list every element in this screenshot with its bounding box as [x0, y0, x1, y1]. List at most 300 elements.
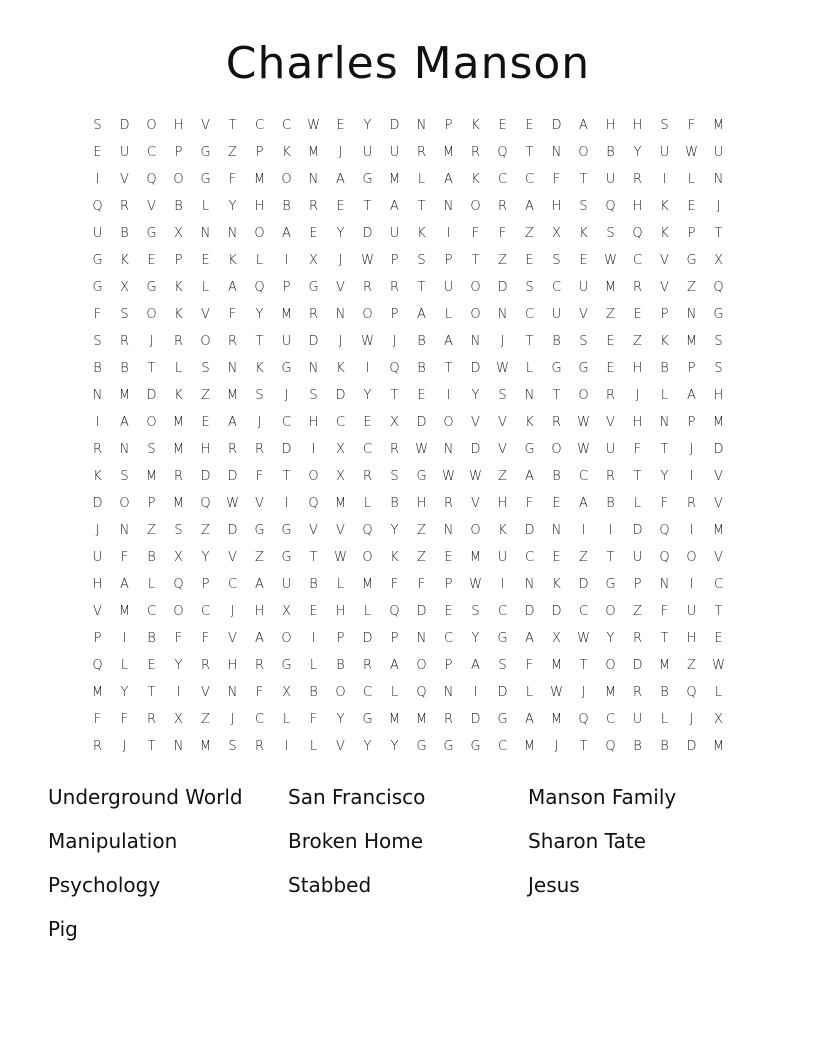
grid-letter: X	[174, 712, 183, 727]
grid-letter: B	[552, 469, 561, 484]
grid-letter: K	[390, 550, 399, 565]
grid-letter: C	[281, 415, 292, 430]
grid-letter: F	[687, 118, 696, 133]
grid-letter: P	[390, 307, 399, 322]
grid-letter: T	[417, 199, 426, 214]
grid-letter: U	[281, 334, 292, 349]
grid-letter: E	[552, 550, 561, 565]
grid-letter: G	[92, 253, 103, 268]
grid-letter: O	[173, 604, 184, 619]
grid-letter: B	[390, 496, 399, 511]
grid-letter: L	[660, 388, 669, 403]
grid-letter: I	[176, 685, 181, 700]
grid-letter: L	[444, 307, 453, 322]
grid-letter: L	[309, 658, 318, 673]
grid-letter: D	[470, 361, 481, 376]
word-list-item: San Francisco	[288, 785, 426, 809]
grid-letter: P	[444, 577, 453, 592]
grid-letter: Z	[201, 712, 210, 727]
grid-letter: R	[254, 442, 265, 457]
grid-letter: Y	[660, 469, 669, 484]
grid-letter: B	[120, 361, 129, 376]
grid-letter: P	[336, 631, 345, 646]
grid-letter: H	[308, 415, 319, 430]
grid-letter: X	[714, 712, 723, 727]
grid-letter: B	[417, 334, 426, 349]
grid-letter: O	[551, 442, 562, 457]
grid-letter: C	[443, 631, 454, 646]
grid-letter: H	[605, 118, 616, 133]
grid-letter: D	[686, 739, 697, 754]
grid-letter: I	[122, 631, 127, 646]
grid-letter: H	[254, 199, 265, 214]
grid-letter: M	[91, 685, 104, 700]
grid-letter: H	[416, 496, 427, 511]
grid-letter: K	[660, 199, 669, 214]
grid-letter: M	[280, 307, 293, 322]
grid-letter: S	[579, 199, 588, 214]
grid-letter: R	[632, 631, 643, 646]
grid-letter: G	[686, 253, 697, 268]
grid-letter: F	[255, 469, 264, 484]
grid-letter: J	[95, 523, 100, 538]
grid-letter: K	[174, 388, 183, 403]
grid-letter: R	[497, 199, 508, 214]
grid-letter: W	[685, 145, 698, 160]
grid-letter: V	[201, 307, 210, 322]
grid-letter: S	[309, 388, 318, 403]
grid-letter: G	[605, 577, 616, 592]
grid-letter: S	[714, 361, 723, 376]
grid-letter: T	[579, 172, 588, 187]
grid-letter: U	[389, 145, 400, 160]
grid-letter: S	[390, 469, 399, 484]
grid-letter: D	[497, 280, 508, 295]
grid-letter: K	[498, 523, 507, 538]
grid-letter: P	[444, 118, 453, 133]
grid-letter: N	[443, 442, 454, 457]
grid-letter: N	[173, 739, 184, 754]
grid-letter: C	[524, 172, 535, 187]
grid-letter: A	[579, 496, 588, 511]
grid-letter: W	[334, 550, 347, 565]
grid-letter: C	[254, 712, 265, 727]
grid-letter: R	[227, 442, 238, 457]
grid-letter: V	[309, 523, 318, 538]
grid-letter: V	[120, 172, 129, 187]
grid-letter: S	[228, 739, 237, 754]
grid-letter: J	[257, 415, 262, 430]
grid-letter: F	[525, 658, 534, 673]
grid-letter: M	[469, 550, 482, 565]
grid-letter: T	[282, 469, 291, 484]
grid-letter: J	[581, 685, 586, 700]
grid-letter: Q	[578, 712, 589, 727]
grid-letter: M	[415, 712, 428, 727]
grid-letter: T	[660, 631, 669, 646]
grid-letter: F	[660, 496, 669, 511]
grid-letter: M	[712, 415, 725, 430]
grid-letter: D	[308, 334, 319, 349]
grid-letter: C	[524, 307, 535, 322]
grid-letter: F	[633, 442, 642, 457]
grid-letter: P	[444, 253, 453, 268]
grid-letter: H	[335, 604, 346, 619]
grid-letter: A	[390, 658, 399, 673]
grid-letter: B	[120, 226, 129, 241]
grid-letter: Q	[389, 361, 400, 376]
grid-letter: S	[498, 388, 507, 403]
grid-letter: E	[309, 604, 318, 619]
grid-letter: W	[496, 361, 509, 376]
grid-letter: O	[470, 523, 481, 538]
grid-letter: M	[172, 415, 185, 430]
grid-letter: B	[93, 361, 102, 376]
grid-letter: C	[146, 604, 157, 619]
grid-letter: J	[149, 334, 154, 349]
grid-letter: P	[201, 577, 210, 592]
grid-letter: R	[605, 388, 616, 403]
grid-letter: G	[254, 523, 265, 538]
grid-letter: Q	[686, 685, 697, 700]
grid-letter: G	[362, 172, 373, 187]
grid-letter: L	[525, 361, 534, 376]
word-list	[48, 780, 768, 956]
grid-letter: O	[605, 658, 616, 673]
grid-letter: F	[93, 307, 102, 322]
grid-letter: R	[389, 442, 400, 457]
grid-letter: V	[336, 280, 345, 295]
grid-letter: N	[659, 415, 670, 430]
grid-letter: S	[255, 388, 264, 403]
grid-letter: Z	[687, 658, 696, 673]
grid-letter: Z	[633, 334, 642, 349]
grid-letter: L	[660, 712, 669, 727]
grid-letter: O	[146, 415, 157, 430]
grid-letter: I	[473, 685, 478, 700]
grid-letter: D	[389, 118, 400, 133]
grid-letter: C	[335, 415, 346, 430]
grid-letter: G	[713, 307, 724, 322]
grid-letter: F	[417, 577, 426, 592]
grid-letter: R	[362, 280, 373, 295]
grid-letter: I	[662, 172, 667, 187]
grid-letter: D	[524, 523, 535, 538]
grid-letter: A	[120, 577, 129, 592]
grid-letter: V	[228, 550, 237, 565]
grid-letter: I	[365, 361, 370, 376]
grid-letter: E	[417, 388, 426, 403]
grid-letter: Z	[201, 523, 210, 538]
grid-letter: G	[92, 280, 103, 295]
grid-letter: H	[632, 118, 643, 133]
grid-letter: Z	[228, 145, 237, 160]
grid-letter: D	[227, 523, 238, 538]
grid-letter: Y	[471, 631, 480, 646]
grid-letter: G	[281, 523, 292, 538]
grid-letter: M	[199, 739, 212, 754]
grid-letter: G	[416, 469, 427, 484]
grid-letter: I	[500, 577, 505, 592]
grid-letter: K	[417, 226, 426, 241]
grid-letter: O	[605, 604, 616, 619]
grid-letter: X	[552, 631, 561, 646]
grid-letter: K	[120, 253, 129, 268]
grid-letter: P	[444, 658, 453, 673]
grid-letter: D	[416, 604, 427, 619]
grid-letter: P	[255, 145, 264, 160]
grid-letter: O	[146, 307, 157, 322]
grid-letter: Z	[147, 523, 156, 538]
grid-letter: O	[470, 280, 481, 295]
grid-letter: J	[230, 604, 235, 619]
grid-letter: H	[632, 199, 643, 214]
grid-letter: Y	[363, 739, 372, 754]
grid-letter: U	[92, 226, 103, 241]
grid-letter: P	[633, 577, 642, 592]
grid-letter: R	[227, 334, 238, 349]
grid-letter: K	[282, 145, 291, 160]
grid-letter: R	[470, 145, 481, 160]
grid-letter: W	[469, 577, 482, 592]
grid-letter: X	[714, 253, 723, 268]
grid-letter: V	[498, 442, 507, 457]
grid-letter: L	[363, 604, 372, 619]
grid-letter: N	[119, 442, 130, 457]
grid-letter: Q	[497, 145, 508, 160]
grid-letter: R	[92, 739, 103, 754]
grid-letter: R	[119, 334, 130, 349]
grid-letter: U	[281, 577, 292, 592]
grid-letter: A	[255, 577, 264, 592]
grid-letter: S	[498, 658, 507, 673]
grid-letter: E	[309, 226, 318, 241]
grid-letter: O	[254, 226, 265, 241]
grid-letter: P	[390, 253, 399, 268]
grid-letter: I	[311, 631, 316, 646]
grid-letter: S	[714, 334, 723, 349]
grid-letter: N	[227, 226, 238, 241]
grid-letter: A	[525, 469, 534, 484]
grid-letter: O	[119, 496, 130, 511]
grid-letter: G	[281, 361, 292, 376]
grid-letter: P	[687, 361, 696, 376]
grid-letter: F	[93, 712, 102, 727]
grid-letter: F	[201, 631, 210, 646]
grid-letter: C	[497, 739, 508, 754]
grid-letter: Z	[498, 253, 507, 268]
grid-letter: O	[578, 388, 589, 403]
grid-letter: C	[713, 577, 724, 592]
grid-letter: K	[336, 361, 345, 376]
grid-letter: N	[659, 577, 670, 592]
grid-letter: M	[145, 469, 158, 484]
grid-letter: I	[446, 226, 451, 241]
grid-letter: X	[282, 604, 291, 619]
grid-letter: V	[660, 253, 669, 268]
grid-letter: F	[174, 631, 183, 646]
grid-letter: G	[551, 361, 562, 376]
grid-letter: E	[525, 118, 534, 133]
grid-letter: E	[147, 253, 156, 268]
grid-letter: D	[92, 496, 103, 511]
grid-letter: T	[417, 280, 426, 295]
grid-letter: C	[632, 253, 643, 268]
grid-letter: J	[338, 253, 343, 268]
grid-letter: F	[120, 712, 129, 727]
grid-letter: C	[497, 604, 508, 619]
grid-letter: M	[523, 739, 536, 754]
grid-letter: U	[497, 550, 508, 565]
grid-letter: J	[689, 442, 694, 457]
grid-letter: H	[713, 388, 724, 403]
grid-letter: H	[173, 118, 184, 133]
grid-letter: B	[174, 199, 183, 214]
grid-letter: W	[550, 685, 563, 700]
grid-letter: D	[335, 388, 346, 403]
grid-letter: D	[551, 604, 562, 619]
grid-letter: N	[443, 523, 454, 538]
grid-letter: F	[498, 226, 507, 241]
grid-letter: E	[363, 415, 372, 430]
grid-letter: Q	[416, 685, 427, 700]
grid-letter: D	[362, 631, 373, 646]
grid-letter: U	[632, 550, 643, 565]
grid-letter: P	[93, 631, 102, 646]
grid-letter: G	[362, 712, 373, 727]
grid-letter: B	[552, 334, 561, 349]
grid-letter: Z	[525, 226, 534, 241]
grid-letter: N	[416, 118, 427, 133]
grid-letter: A	[687, 388, 696, 403]
grid-letter: Y	[228, 199, 237, 214]
grid-letter: L	[282, 712, 291, 727]
grid-letter: E	[444, 550, 453, 565]
grid-letter: X	[174, 550, 183, 565]
grid-letter: M	[388, 712, 401, 727]
grid-letter: H	[92, 577, 103, 592]
grid-letter: Y	[363, 118, 372, 133]
grid-letter: Z	[417, 550, 426, 565]
grid-letter: V	[147, 199, 156, 214]
grid-letter: R	[254, 658, 265, 673]
grid-letter: N	[551, 145, 562, 160]
grid-letter: A	[471, 658, 480, 673]
grid-letter: T	[228, 118, 237, 133]
grid-letter: L	[336, 577, 345, 592]
grid-letter: O	[416, 658, 427, 673]
grid-letter: M	[712, 739, 725, 754]
grid-letter: Z	[579, 550, 588, 565]
grid-letter: X	[282, 685, 291, 700]
grid-letter: B	[309, 577, 318, 592]
grid-letter: N	[443, 685, 454, 700]
grid-letter: V	[714, 469, 723, 484]
grid-letter: D	[632, 658, 643, 673]
grid-letter: R	[308, 199, 319, 214]
grid-letter: O	[578, 145, 589, 160]
grid-letter: K	[471, 172, 480, 187]
grid-letter: D	[416, 415, 427, 430]
grid-letter: W	[361, 253, 374, 268]
grid-letter: W	[361, 334, 374, 349]
grid-letter: U	[443, 280, 454, 295]
grid-letter: R	[389, 280, 400, 295]
grid-letter: D	[470, 712, 481, 727]
grid-letter: L	[525, 685, 534, 700]
grid-letter: G	[200, 145, 211, 160]
grid-letter: K	[660, 226, 669, 241]
grid-letter: Z	[255, 550, 264, 565]
grid-letter: T	[714, 604, 723, 619]
grid-letter: Y	[174, 658, 183, 673]
grid-letter: G	[146, 226, 157, 241]
grid-letter: U	[389, 226, 400, 241]
grid-letter: M	[388, 172, 401, 187]
grid-letter: T	[525, 334, 534, 349]
grid-letter: A	[228, 280, 237, 295]
grid-letter: L	[309, 739, 318, 754]
grid-letter: D	[578, 577, 589, 592]
grid-letter: R	[632, 172, 643, 187]
grid-letter: V	[606, 415, 615, 430]
grid-letter: D	[470, 442, 481, 457]
grid-letter: K	[579, 226, 588, 241]
grid-letter: T	[444, 361, 453, 376]
grid-letter: R	[632, 685, 643, 700]
grid-letter: G	[578, 361, 589, 376]
grid-letter: J	[716, 199, 721, 214]
grid-letter: P	[687, 226, 696, 241]
grid-letter: S	[120, 307, 129, 322]
grid-letter: L	[417, 172, 426, 187]
grid-letter: N	[443, 199, 454, 214]
grid-letter: B	[606, 496, 615, 511]
grid-letter: E	[93, 145, 102, 160]
word-list-item: Manson Family	[528, 785, 677, 809]
grid-letter: L	[120, 658, 129, 673]
grid-letter: N	[686, 307, 697, 322]
grid-letter: N	[92, 388, 103, 403]
grid-letter: R	[605, 469, 616, 484]
grid-letter: Q	[92, 199, 103, 214]
grid-letter: B	[309, 685, 318, 700]
grid-letter: A	[120, 415, 129, 430]
grid-letter: Z	[201, 388, 210, 403]
grid-letter: A	[228, 415, 237, 430]
grid-letter: R	[119, 199, 130, 214]
grid-letter: X	[120, 280, 129, 295]
grid-letter: W	[307, 118, 320, 133]
grid-letter: A	[417, 307, 426, 322]
grid-letter: Y	[390, 523, 399, 538]
grid-letter: J	[338, 145, 343, 160]
grid-letter: E	[147, 658, 156, 673]
grid-letter: T	[633, 469, 642, 484]
grid-letter: Z	[417, 523, 426, 538]
grid-letter: T	[579, 739, 588, 754]
grid-letter: K	[471, 118, 480, 133]
grid-letter: F	[660, 604, 669, 619]
grid-letter: K	[93, 469, 102, 484]
grid-letter: O	[200, 334, 211, 349]
grid-letter: G	[308, 280, 319, 295]
grid-letter: T	[552, 388, 561, 403]
grid-letter: B	[660, 739, 669, 754]
grid-letter: X	[390, 415, 399, 430]
grid-letter: L	[687, 172, 696, 187]
grid-letter: K	[552, 577, 561, 592]
